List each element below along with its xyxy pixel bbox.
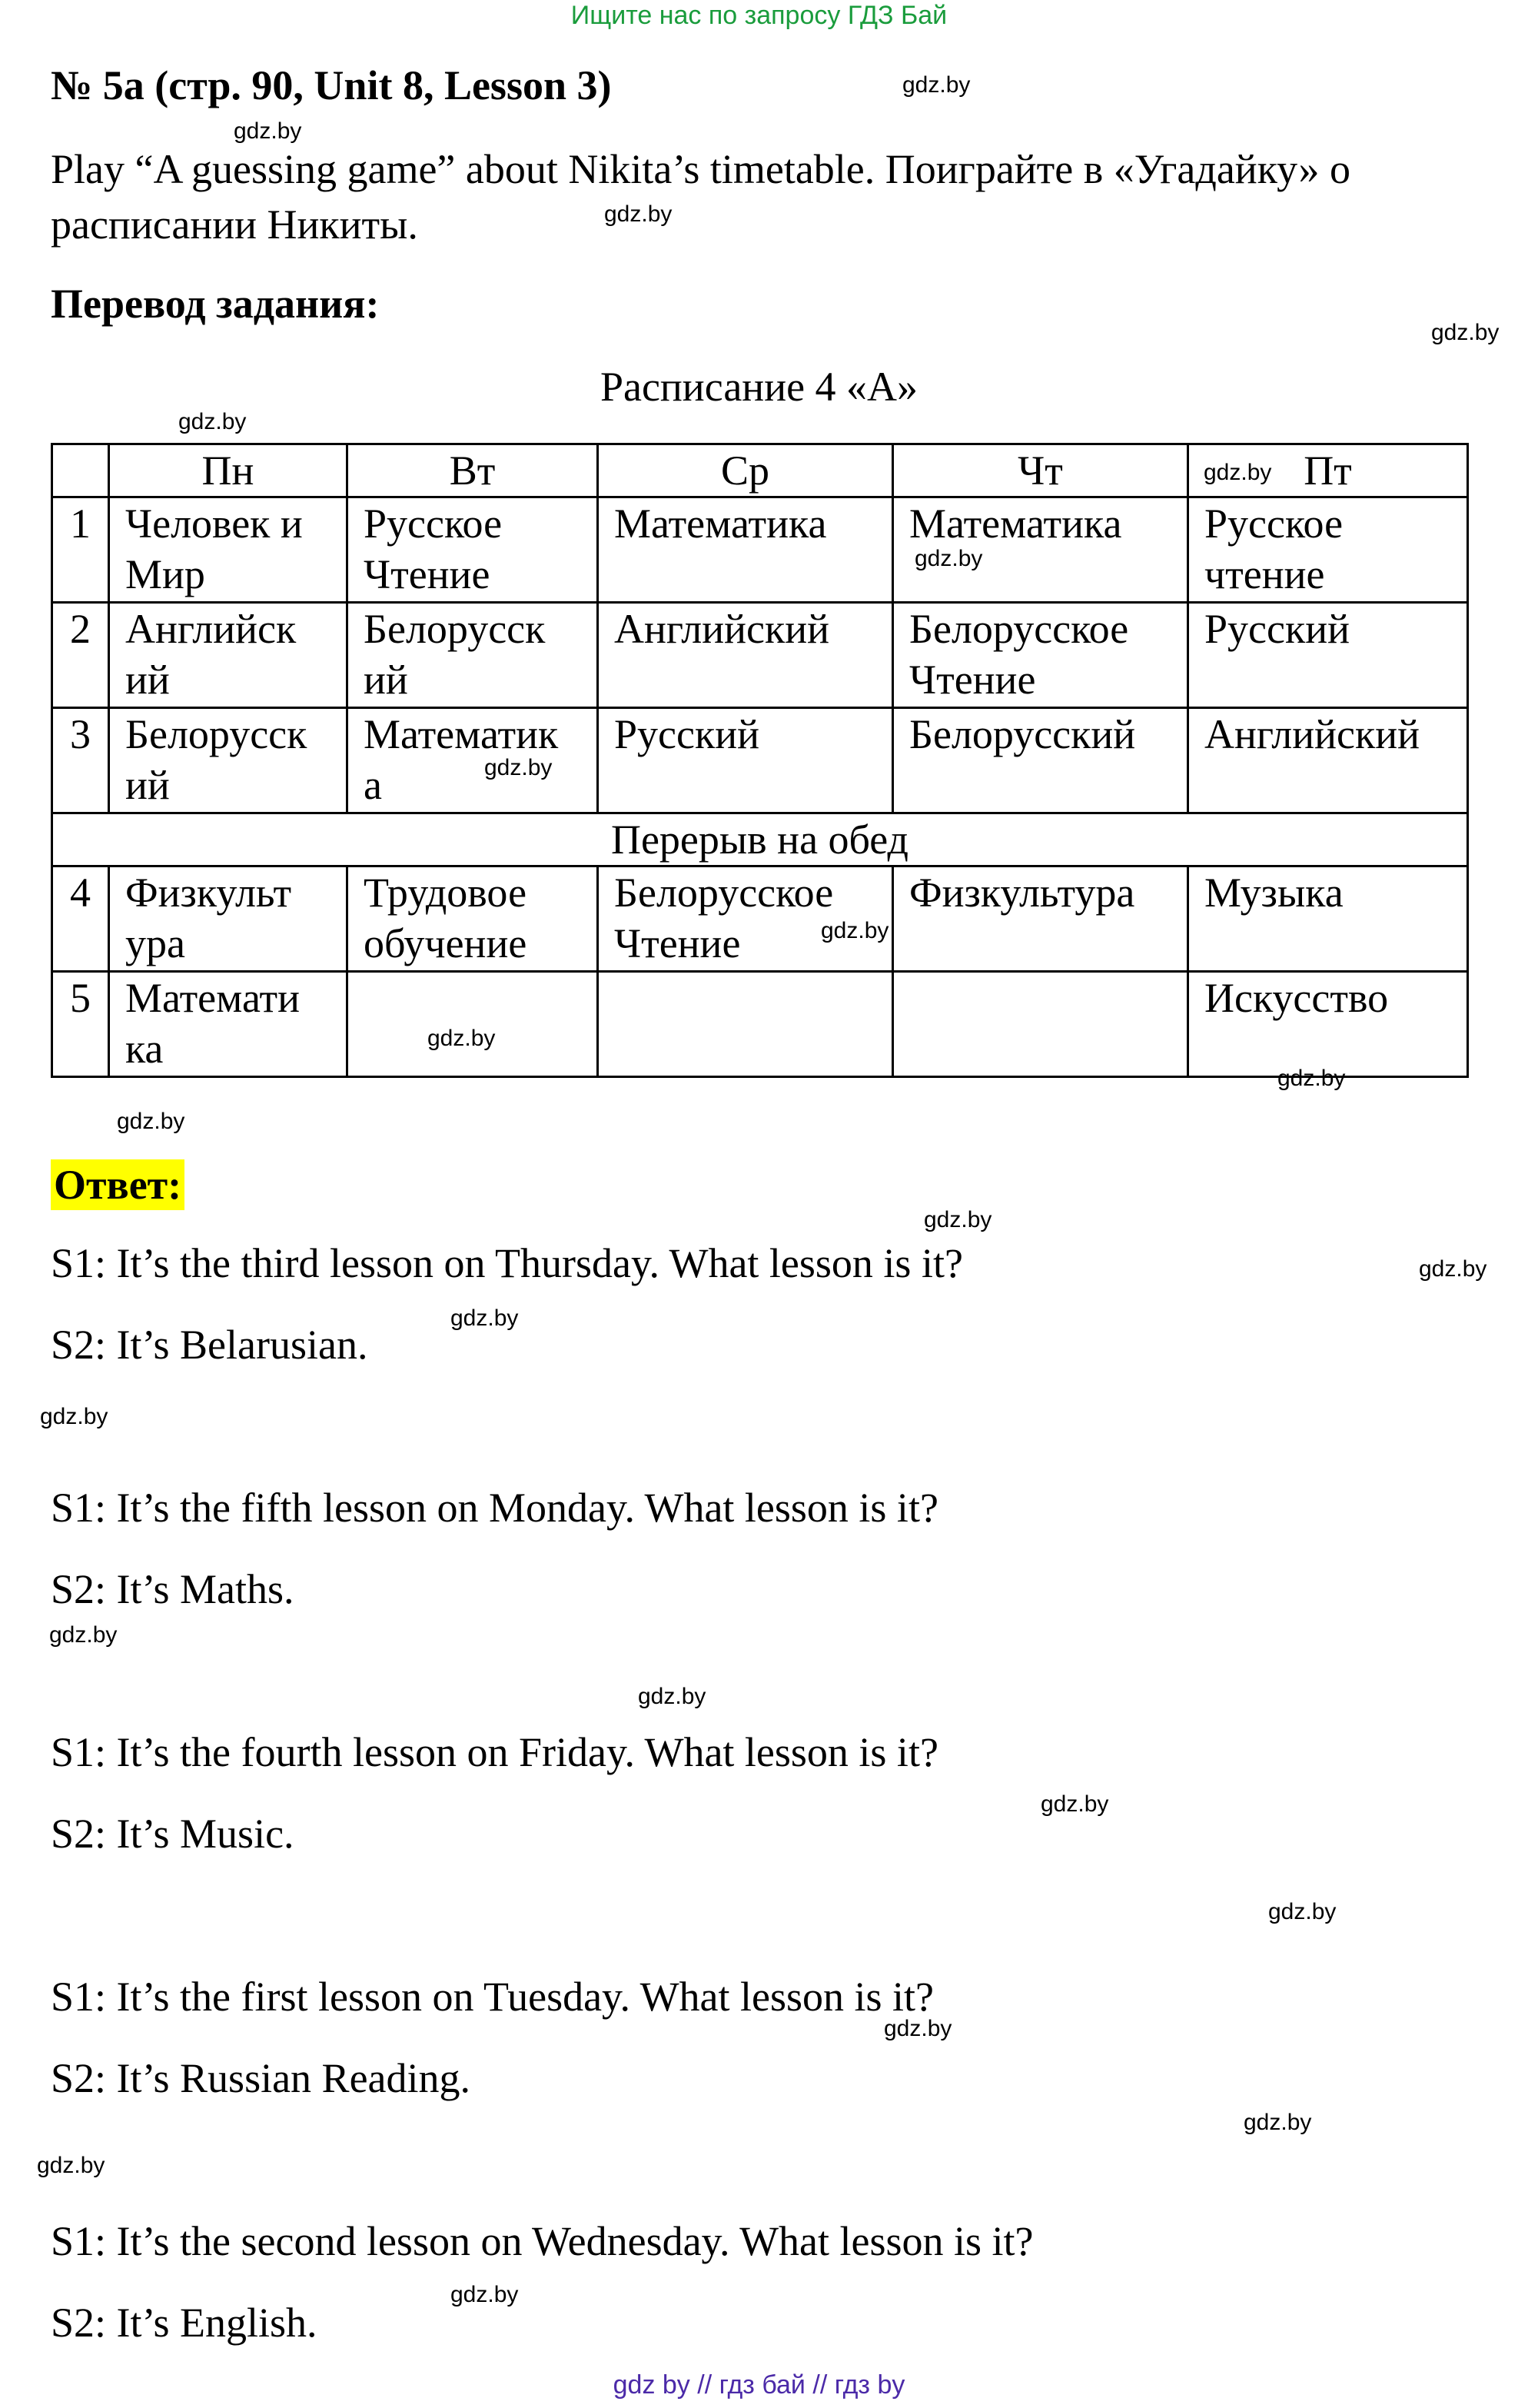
watermark: gdz.by [821, 918, 889, 943]
lesson-cell: Физкульт ура [109, 866, 347, 972]
lesson-cell: Русский [598, 708, 893, 813]
watermark: gdz.by [484, 755, 553, 780]
lesson-cell: Белорусск ий [109, 708, 347, 813]
lesson-cell: Математика [598, 497, 893, 603]
lesson-cell: Белорусский [893, 708, 1188, 813]
table-row [52, 708, 1468, 813]
dialogue-question: S1: It’s the third lesson on Thursday. What lesson is it? [51, 1240, 963, 1286]
lesson-cell: Математика [893, 497, 1188, 603]
timetable-caption: Расписание 4 «А» [600, 364, 918, 410]
lesson-cell: Искусство [1188, 972, 1468, 1077]
watermark: gdz.by [1268, 1899, 1337, 1924]
watermark: gdz.by [117, 1109, 185, 1134]
footer-links[interactable]: gdz by // гдз бай // гдз by [613, 2370, 905, 2400]
watermark: gdz.by [1277, 1066, 1346, 1091]
watermark: gdz.by [1431, 320, 1500, 345]
lunch-break-label: Перерыв на обед [52, 813, 1468, 866]
watermark: gdz.by [902, 72, 971, 98]
watermark: gdz.by [884, 2016, 952, 2041]
break-row [52, 813, 1468, 866]
lesson-cell: Русский [1188, 603, 1468, 708]
watermark: gdz.by [924, 1207, 992, 1232]
lesson-cell: Физкультура [893, 866, 1188, 972]
day-header: Ср [598, 444, 893, 497]
lesson-cell: Музыка [1188, 866, 1468, 972]
dialogue-answer: S2: It’s Music. [51, 1811, 294, 1857]
table-row [52, 972, 1468, 1077]
lesson-cell [598, 972, 893, 1077]
translation-heading: Перевод задания: [51, 281, 380, 327]
table-row [52, 866, 1468, 972]
dialogue-answer: S2: It’s English. [51, 2300, 317, 2346]
watermark: gdz.by [1041, 1791, 1109, 1817]
watermark: gdz.by [427, 1026, 496, 1051]
day-header: Пт [1188, 444, 1468, 497]
lesson-number: 3 [52, 708, 109, 813]
day-header: Вт [347, 444, 598, 497]
lesson-cell: Трудовое обучение [347, 866, 598, 972]
lesson-cell: Русское чтение [1188, 497, 1468, 603]
answer-label: Ответ: [51, 1159, 184, 1210]
watermark: gdz.by [450, 2282, 519, 2307]
dialogue-question: S1: It’s the first lesson on Tuesday. What lesson is it? [51, 1974, 935, 2020]
watermark: gdz.by [37, 2153, 105, 2178]
lesson-cell: Английский [598, 603, 893, 708]
dialogue-answer: S2: It’s Maths. [51, 1566, 294, 1612]
day-header: Пн [109, 444, 347, 497]
watermark: gdz.by [604, 201, 673, 227]
lesson-cell: Белорусское Чтение [893, 603, 1188, 708]
watermark: gdz.by [178, 409, 247, 434]
dialogue-question: S1: It’s the second lesson on Wednesday. What lesson is it? [51, 2218, 1034, 2264]
watermark: gdz.by [1419, 1256, 1487, 1282]
lesson-cell: Русское Чтение [347, 497, 598, 603]
lesson-number: 4 [52, 866, 109, 972]
watermark: gdz.by [234, 118, 302, 144]
lesson-cell [893, 972, 1188, 1077]
task-text: Play “A guessing game” about Nikita’s timetable. Поиграйте в «Угадайку» о расписании Никиты. [51, 146, 1351, 248]
watermark: gdz.by [915, 546, 983, 571]
table-row [52, 497, 1468, 603]
lesson-cell: Белорусское Чтение [598, 866, 893, 972]
watermark: gdz.by [40, 1404, 108, 1429]
dialogue-question: S1: It’s the fourth lesson on Friday. What lesson is it? [51, 1729, 938, 1775]
watermark: gdz.by [1244, 2110, 1312, 2135]
dialogue-question: S1: It’s the fifth lesson on Monday. What lesson is it? [51, 1485, 938, 1531]
lesson-number: 1 [52, 497, 109, 603]
timetable-table [51, 443, 1469, 1078]
dialogue-answer: S2: It’s Russian Reading. [51, 2055, 471, 2101]
header-corner [52, 444, 109, 497]
watermark: gdz.by [638, 1684, 706, 1709]
table-row [52, 603, 1468, 708]
lesson-cell: Белорусск ий [347, 603, 598, 708]
lesson-cell: Математи ка [109, 972, 347, 1077]
lesson-number: 5 [52, 972, 109, 1077]
lesson-cell: Английск ий [109, 603, 347, 708]
exercise-title: № 5а (стр. 90, Unit 8, Lesson 3) [51, 62, 612, 108]
lesson-cell: Человек и Мир [109, 497, 347, 603]
watermark: gdz.by [450, 1305, 519, 1331]
watermark: gdz.by [1204, 460, 1272, 485]
lesson-cell: Английский [1188, 708, 1468, 813]
top-banner-link[interactable]: Ищите нас по запросу ГДЗ Бай [570, 1, 948, 30]
lesson-number: 2 [52, 603, 109, 708]
lesson-cell [347, 972, 598, 1077]
watermark: gdz.by [49, 1622, 118, 1648]
dialogue-answer: S2: It’s Belarusian. [51, 1322, 368, 1368]
day-header: Чт [893, 444, 1188, 497]
lesson-cell: Математик а [347, 708, 598, 813]
